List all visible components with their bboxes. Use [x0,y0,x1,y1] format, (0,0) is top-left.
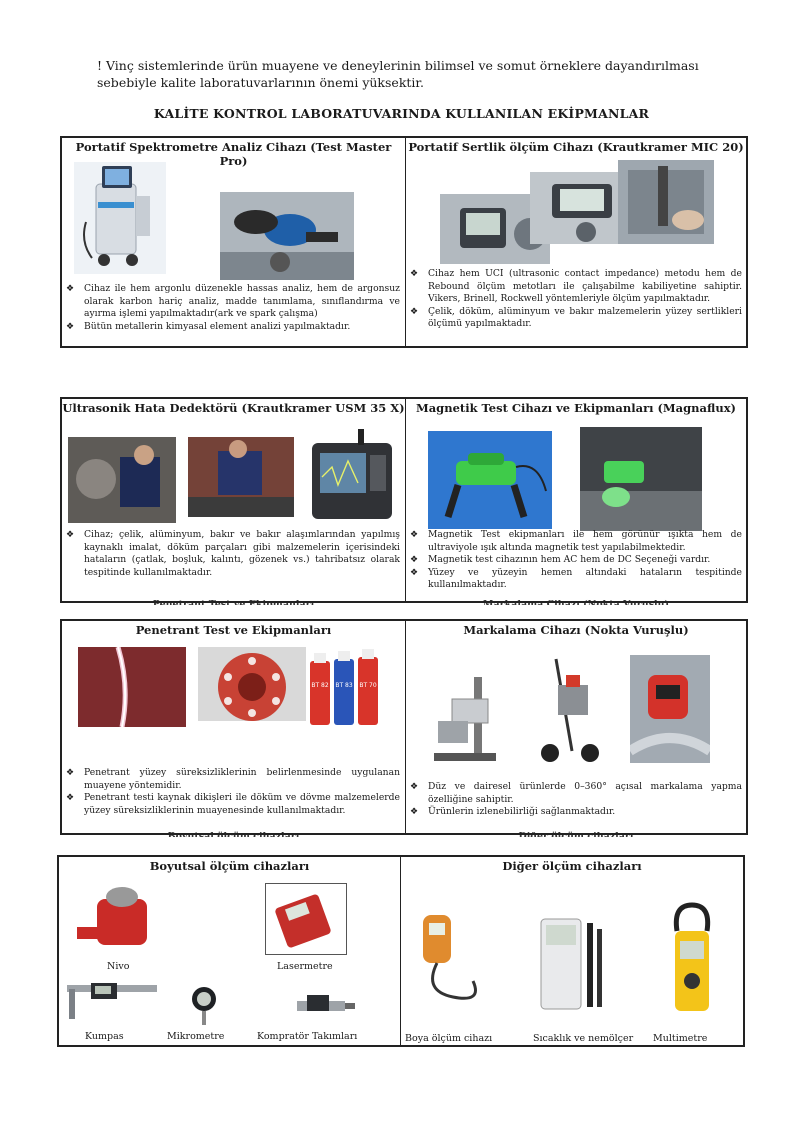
penetrant-cans-photo [306,647,386,727]
ultrasonic-device-photo [308,427,396,523]
penetrant-title: Penetrant Test ve Ekipmanları [135,623,332,637]
dimensional-panel [59,857,400,1047]
hardness-panel [405,138,746,348]
bullet-mark-icon: ❖ [410,807,419,817]
row-dimensional-other [57,855,745,1047]
bullet-mark-icon: ❖ [66,530,75,540]
marking-handheld-photo [630,655,710,763]
spectrometer-panel [62,138,405,348]
hardness-title: Portatif Sertlik ölçüm Cihazı (Krautkramer MIC 20) [408,140,744,154]
boya-caption: Boya ölçüm cihazı [405,1033,493,1044]
magnetic-bullet-1: ❖ Magnetik Test ekipmanları ile hem görünür ışıkta hem de ultraviyole ışık altında magnetik test yapılabilmektedir. [410,529,742,553]
sicaklik-photo [537,915,611,1015]
komprator-photo [293,991,357,1023]
can-label-2: BT 83 [335,682,353,689]
bullet-mark-icon: ❖ [410,555,419,565]
bullet-mark-icon: ❖ [66,321,75,332]
ultrasonic-bullet-1: ❖ Cihaz; çelik, alüminyum, bakır ve bakır alaşımlarından yapılmış kaynaklı imalat, döküm parçaları gibi malzemelerin içerisindeki hataların (çatlak, boşluk, kalıntı, gözenek vs.) tahribatsız olarak tespitinde kullanılmaktadır. [66,529,400,578]
dimensional-title: Boyutsal ölçüm cihazları [149,859,310,873]
row4-bottom-rule [57,1045,745,1047]
marking-stand-photo [424,673,506,765]
ultrasonic-photo-1 [68,437,176,523]
hardness-photo-3 [618,160,714,244]
penetrant-bullet-1: ❖ Penetrant yüzey süreksizliklerinin belirlenmesinde uygulanan muayene yöntemidir. [66,767,400,791]
spectrometer-device-photo [74,162,166,274]
magnetic-bullet-3: ❖ Yüzey ve yüzeyin hemen altındaki hataların tespitinde kullanılmaktadır. [410,566,742,590]
ultrasonic-panel [62,399,405,603]
penetrant-bullet-list [64,767,400,817]
bullet-mark-icon: ❖ [66,284,75,294]
magnetic-in-use-photo [580,427,702,531]
marking-title: Markalama Cihazı (Nokta Vuruşlu) [463,623,689,637]
row1-bottom-rule [60,346,748,348]
nivo-caption: Nivo [107,961,130,972]
marking-cart-photo [532,655,610,765]
penetrant-panel [62,621,405,835]
spectrometer-bullet-list [64,283,400,333]
hardness-bullet-2: ❖ Çelik, döküm, alüminyum ve bakır malzemelerin yüzey sertlikleri ölçümü yapılmaktadır. [410,305,742,329]
bullet-mark-icon: ❖ [410,530,419,540]
magnetic-bullet-list [408,529,742,592]
ultrasonic-photo-2 [188,437,294,517]
sicaklik-caption: Sıcaklık ve nemölçer [533,1033,634,1044]
magnetic-bullet-2: ❖ Magnetik test cihazının hem AC hem de DC Seçeneği vardır. [410,554,711,565]
marking-panel [405,621,746,835]
spectrometer-bullet-1: ❖ Cihaz ile hem argonlu düzenekle hassas analiz, hem de argonsuz olarak karbon hariç analiz, madde tanımlama, sınıflandırma ve ayırma işlemi yapılmaktadır(ark ve spark çalışma) [66,283,400,319]
intro-text: ! Vinç sistemlerinde ürün muayene ve deneylerinin bilimsel ve somut örneklere dayandırılması sebebiyle kalite laboratuvarlarının önemi yüksektir. [97,58,699,90]
magnetic-device-photo [428,431,552,529]
can-label-3: BT 70 [359,682,377,689]
can-label-1: BT 82 [311,682,329,689]
row-penetrant-marking [60,619,748,835]
ultrasonic-title: Ultrasonik Hata Dedektörü (Krautkramer USM 35 X) [62,401,405,415]
row-spectrometer-hardness [60,136,748,348]
row3-bottom-rule [60,833,748,835]
spectrometer-in-use-photo [220,192,354,280]
bullet-mark-icon: ❖ [410,306,419,317]
other-title: Diğer ölçüm cihazları [502,859,642,873]
page-heading: KALİTE KONTROL LABORATUVARINDA KULLANILAN EKİPMANLAR [153,106,650,121]
spectrometer-bullet-2: ❖ Bütün metallerin kimyasal element analizi yapılmaktadır. [66,320,351,332]
lasermetre-caption: Lasermetre [277,961,333,972]
bullet-mark-icon: ❖ [410,782,419,792]
ultrasonic-bullet-list [64,529,400,579]
penetrant-flange-photo [198,647,306,721]
penetrant-crack-photo [78,647,186,727]
mikrometre-caption: Mikrometre [167,1031,225,1042]
komprator-caption: Kompratör Takımları [257,1031,358,1042]
bullet-mark-icon: ❖ [410,567,419,578]
multimetre-caption: Multimetre [653,1033,708,1044]
row2-bottom-rule [60,601,748,603]
spectrometer-title: Portatif Spektrometre Analiz Cihazı (Test Master Pro) [75,140,392,168]
row-ultrasonic-magnetic [60,397,748,603]
marking-bullet-1: ❖ Düz ve dairesel ürünlerde 0–360° açısal markalama yapma özelliğine sahiptir. [410,781,742,805]
kumpas-caption: Kumpas [85,1031,124,1042]
magnetic-title: Magnetik Test Cihazı ve Ekipmanları (Magnaflux) [415,401,736,415]
hardness-bullet-list [408,268,742,331]
penetrant-bullet-2: ❖ Penetrant testi kaynak dikişleri ile döküm ve dövme malzemelerde yüzey süreksizliklerinin muayenesinde kullanılmaktadır. [66,792,400,816]
lasermetre-photo [265,883,347,955]
boya-photo [413,911,491,1015]
bullet-mark-icon: ❖ [66,793,75,803]
multimetre-photo [667,901,717,1015]
marking-bullet-list [408,781,742,819]
hardness-bullet-1: ❖ Cihaz hem UCI (ultrasonic contact impedance) metodu hem de Rebound ölçüm metotları ile çalışabilme kabiliyetine sahiptir. Vikers, Brinell, Rockwell yöntemleriyle ölçüm yapılmaktadır. [410,268,742,304]
other-panel [400,857,743,1047]
nivo-photo [73,881,159,957]
bullet-mark-icon: ❖ [66,768,75,778]
kumpas-photo [63,977,161,1027]
mikrometre-photo [187,983,221,1027]
bullet-mark-icon: ❖ [410,269,419,279]
magnetic-panel [405,399,746,603]
marking-bullet-2: ❖ Ürünlerin izlenebilirliği sağlanmaktadır. [410,806,616,817]
